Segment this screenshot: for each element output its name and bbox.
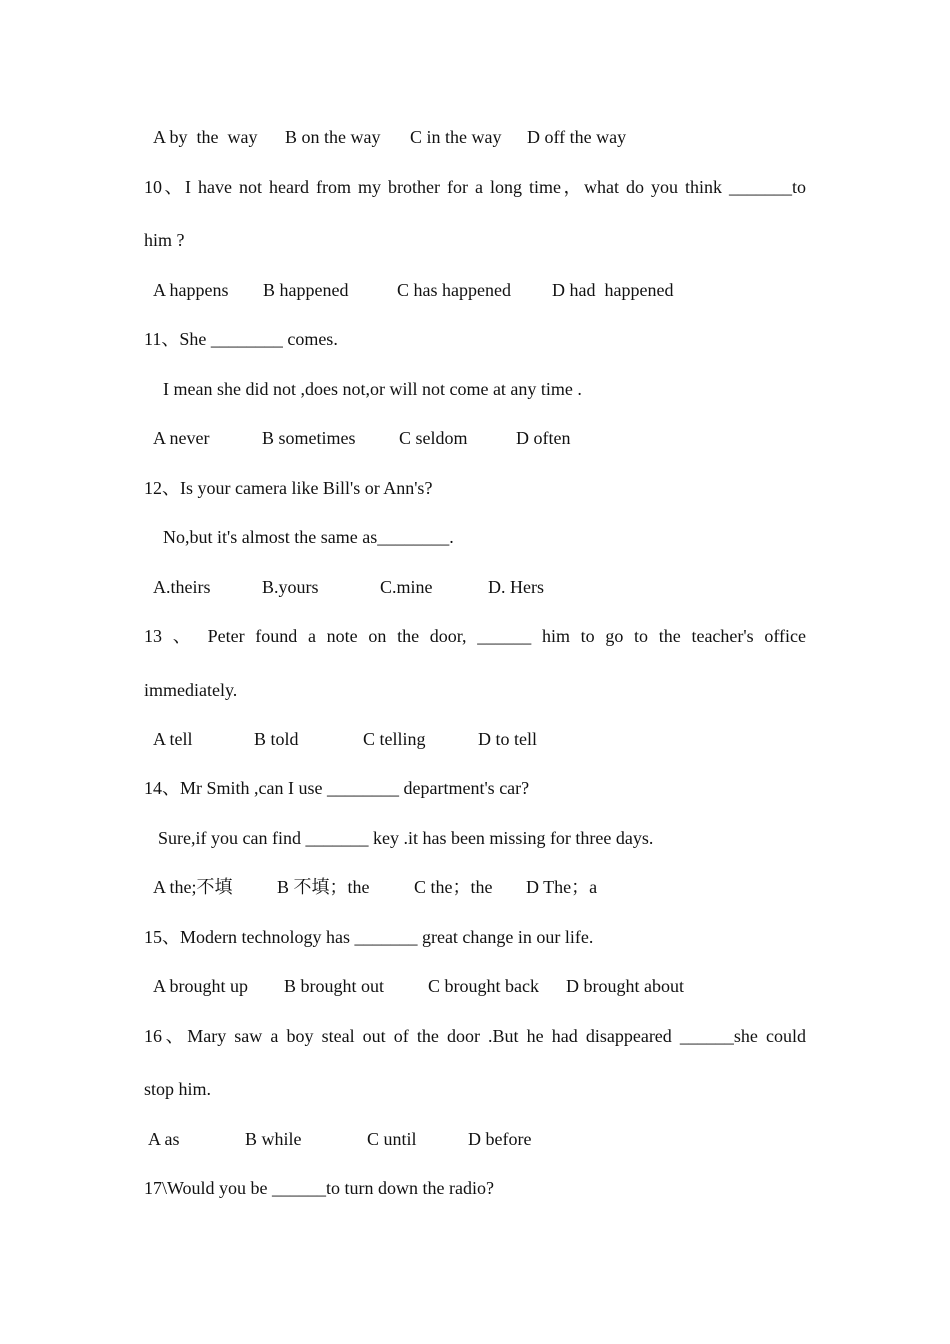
q13-option-d: D to tell [478,729,537,749]
q13-option-c: C telling [363,729,426,749]
q14-stem: 14、Mr Smith ,can I use ________ department's car? [144,778,530,798]
q14-option-b: B 不填；the [277,877,370,897]
q9-option-a: A by the way [153,127,258,147]
q15-option-a: A brought up [153,976,249,996]
q10-option-d: D had happened [552,280,674,300]
q9-option-b: B on the way [285,127,381,147]
q12-response: No,but it's almost the same as________. [163,527,454,547]
q16-option-a: A as [148,1129,180,1149]
q15-stem: 15、Modern technology has _______ great change in our life. [144,927,594,947]
q12-option-a: A.theirs [153,577,211,597]
q11-option-a: A never [153,428,210,448]
q14-response: Sure,if you can find _______ key .it has been missing for three days. [158,828,654,848]
q11-option-d: D often [516,428,571,448]
q9-option-c: C in the way [410,127,502,147]
q13-stem-line2: immediately. [144,680,238,700]
q12-option-b: B.yours [262,577,319,597]
q14-option-a: A the;不填 [153,877,233,897]
q11-option-c: C seldom [399,428,468,448]
q10-option-c: C has happened [397,280,511,300]
q10-stem-line1: 10、I have not heard from my brother for a long time，what do you think _______to [144,177,806,197]
q17-stem: 17\Would you be ______to turn down the radio? [144,1178,494,1198]
q15-option-d: D brought about [566,976,684,996]
q14-option-c: C the；the [414,877,493,897]
q15-option-c: C brought back [428,976,539,996]
q12-stem: 12、Is your camera like Bill's or Ann's? [144,478,433,498]
q11-stem: 11、She ________ comes. [144,329,338,349]
q13-stem-line1: 13 、 Peter found a note on the door, ______ him to go to the teacher's office [144,626,806,646]
q16-option-c: C until [367,1129,417,1149]
q13-option-b: B told [254,729,299,749]
q12-option-c: C.mine [380,577,433,597]
q16-option-b: B while [245,1129,302,1149]
q11-option-b: B sometimes [262,428,356,448]
q12-option-d: D. Hers [488,577,544,597]
q10-option-a: A happens [153,280,229,300]
q10-stem-line2: him ? [144,230,185,250]
q15-option-b: B brought out [284,976,385,996]
q13-option-a: A tell [153,729,193,749]
q10-option-b: B happened [263,280,349,300]
q16-stem-line2: stop him. [144,1079,212,1099]
q11-response: I mean she did not ,does not,or will not come at any time . [163,379,582,399]
q16-stem-line1: 16、Mary saw a boy steal out of the door .But he had disappeared ______she could [144,1026,806,1046]
q14-option-d: D The；a [526,877,598,897]
q9-option-d: D off the way [527,127,627,147]
q16-option-d: D before [468,1129,532,1149]
